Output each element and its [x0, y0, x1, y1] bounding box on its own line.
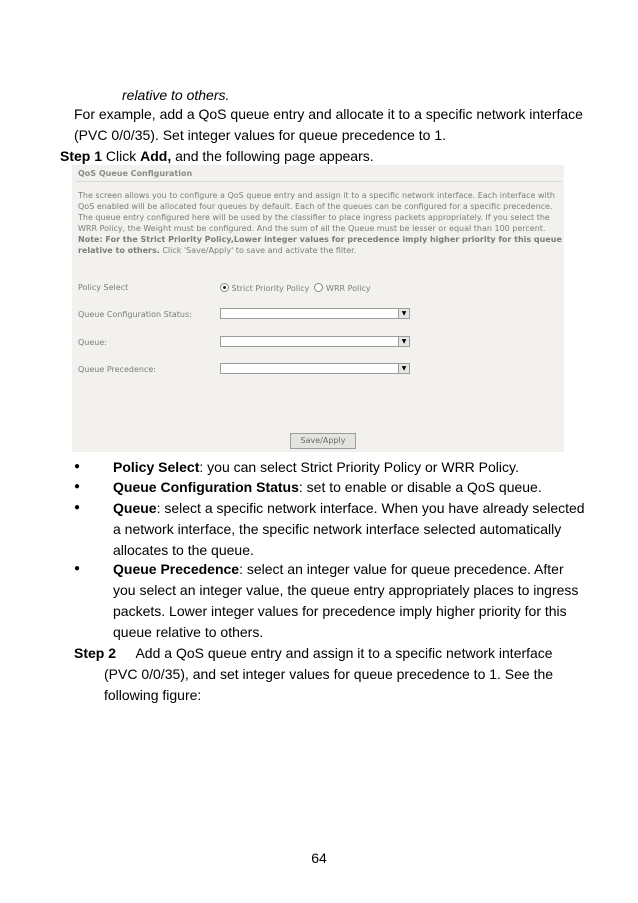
bullet-queue-precedence [113, 561, 564, 578]
note-bold: relative to others. [78, 246, 160, 255]
bullet-text: : set to enable or disable a QoS queue. [298, 479, 542, 495]
step2-line-2: (PVC 0/0/35), and set integer values for queue precedence to 1. See the [104, 666, 554, 682]
queue-config-status-select[interactable] [220, 308, 410, 319]
queue-precedence-label: Queue Precedence: [78, 365, 156, 374]
bullet-icon: ● [74, 481, 81, 492]
note-line-2 [78, 245, 558, 256]
step1-add: Add, [140, 148, 172, 164]
bullet-text: : you can select Strict Priority Policy or WRR Policy. [199, 459, 519, 475]
save-apply-button[interactable]: Save/Apply [290, 433, 356, 449]
bullet-queue-cont: allocates to the queue. [113, 542, 254, 558]
screenshot-title: QoS Queue Configuration [78, 169, 193, 178]
queue-precedence-select[interactable] [220, 363, 410, 374]
chevron-down-icon: ▼ [398, 337, 409, 346]
qos-config-screenshot [72, 165, 564, 452]
note-rest: Click 'Save/Apply' to save and activate the filter. [159, 246, 357, 255]
step1-text-b: and the following page appears. [171, 148, 374, 164]
step1-label: Step 1 [60, 148, 103, 164]
queue-select[interactable] [220, 336, 410, 347]
wrr-label: WRR Policy [326, 284, 371, 293]
bullet-term: Queue [113, 500, 157, 516]
bullet-precedence-cont: you select an integer value, the queue entry appropriately places to ingress [113, 582, 579, 598]
intro-line-2: For example, add a QoS queue entry and allocate it to a specific network interface [74, 106, 583, 122]
bullet-term: Queue Precedence [113, 561, 240, 577]
bullet-queue [113, 500, 585, 517]
wrr-radio[interactable] [314, 283, 323, 292]
step2-line-1 [74, 645, 553, 662]
desc-line: The screen allows you to configure a QoS queue entry and assign it to a specific network interface. Each interface with [78, 191, 555, 200]
page-number: 64 [311, 850, 327, 866]
step2-line-3: following figure: [104, 687, 202, 703]
bullet-term: Queue Configuration Status [113, 479, 299, 495]
desc-line: The queue entry configured here will be used by the classifier to place ingress packets appropriately. If you select the [78, 213, 550, 222]
policy-radio-group [220, 283, 371, 293]
note-line: Note: For the Strict Priority Policy,Lower integer values for precedence imply higher priority for this queue [78, 235, 562, 244]
bullet-icon: ● [74, 502, 81, 513]
queue-label: Queue: [78, 338, 107, 347]
desc-line: WRR Policy, the Weight must be configured. And the sum of all the Queue must be lesser or equal than 100 percent. [78, 224, 546, 233]
chevron-down-icon: ▼ [398, 364, 409, 373]
step1-text-a: Click [102, 148, 141, 164]
strict-priority-radio[interactable] [220, 283, 229, 292]
bullet-icon: ● [74, 461, 81, 472]
bullet-text: : select an integer value for queue precedence. After [239, 561, 564, 577]
chevron-down-icon: ▼ [398, 309, 409, 318]
bullet-queue-cont: a network interface, the specific network interface selected automatically [113, 521, 562, 537]
divider [76, 181, 562, 182]
step1-line [60, 148, 374, 165]
bullet-term: Policy Select [113, 459, 200, 475]
bullet-queue-config-status [113, 479, 542, 496]
bullet-precedence-cont: packets. Lower integer values for precedence imply higher priority for this [113, 603, 567, 619]
step2-text: Add a QoS queue entry and assign it to a specific network interface [135, 645, 553, 661]
step2-label: Step 2 [74, 645, 117, 661]
desc-line: QoS enabled will be allocated four queues by default. Each of the queues can be configured for a specific precedence. [78, 202, 553, 211]
strict-priority-label: Strict Priority Policy [231, 284, 310, 293]
bullet-icon: ● [74, 563, 81, 574]
policy-select-label: Policy Select [78, 283, 129, 292]
bullet-policy-select [113, 459, 519, 476]
intro-line-1: relative to others. [122, 87, 230, 103]
bullet-precedence-cont: queue relative to others. [113, 624, 264, 640]
bullet-text: : select a specific network interface. When you have already selected [156, 500, 585, 516]
intro-line-3: (PVC 0/0/35). Set integer values for queue precedence to 1. [74, 127, 447, 143]
queue-config-status-label: Queue Configuration Status: [78, 310, 192, 319]
